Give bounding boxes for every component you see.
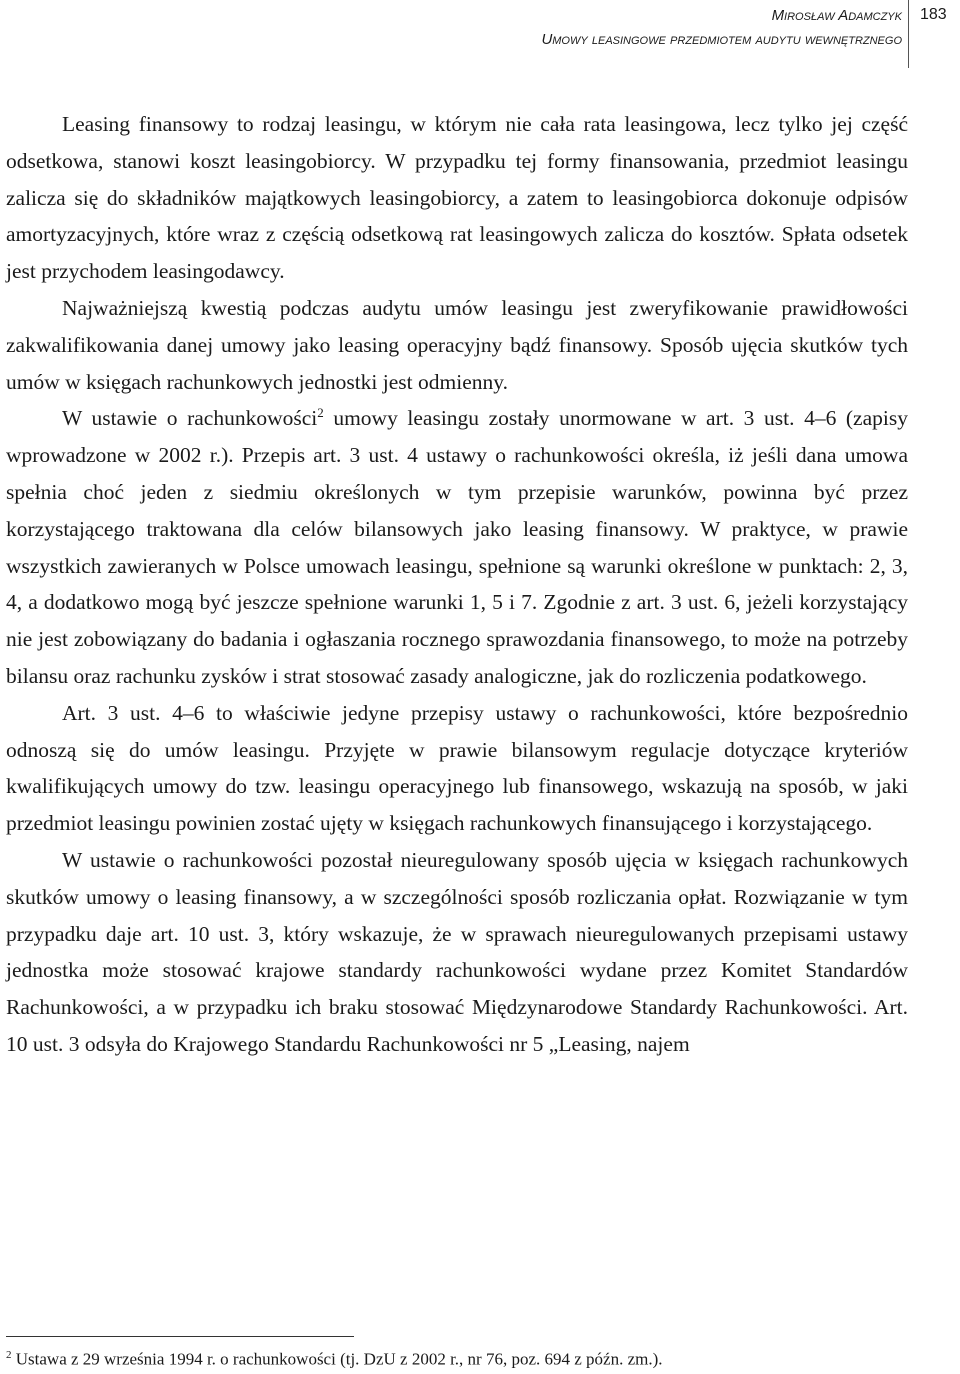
paragraph: Art. 3 ust. 4–6 to właściwie jedyne przepisy ustawy o rachunkowości, które bezpośrednio odnoszą się do umów leasingu. Przyjęte w prawie bilansowym regulacje dotyczące kryteriów kwalifikujących umowy do tzw. leasingu operacyjnego lub finansowego, wskazują na sposób, w jaki przedmiot leasingu powinien zostać ujęty w księgach rachunkowych finansującego i korzystającego. bbox=[6, 700, 908, 836]
footnote-number: 2 bbox=[6, 1349, 12, 1361]
paragraph: Najważniejszą kwestią podczas audytu umów leasingu jest zweryfikowanie prawidłowości zakwalifikowania danej umowy jako leasing operacyjny bądź finansowy. Sposób ujęcia skutków tych umów w księgach rachunkowych jednostki jest odmienny. bbox=[6, 295, 908, 394]
footnote-divider bbox=[6, 1336, 354, 1337]
paragraph-text: umowy leasingu zostały unormowane w art. 3 ust. 4–6 (zapisy wprowadzone w 2002 r.). Przepis art. 3 ust. 4 ustawy o rachunkowości określa, iż jeśli dana umowa spełnia choć jeden z siedmiu określonych w tym przepisie warunków, powinna być przez korzystającego traktowana dla celów bilansowych jako leasing finansowy. W praktyce, w prawie wszystkich zawieranych w Polsce umowach leasingu, spełnione są warunki określone w punktach: 2, 3, 4, a dodatkowo mogą być jeszcze spełnione warunki 1, 5 i 7. Zgodnie z art. 3 ust. 6, jeżeli korzystający nie jest zobowiązany do badania i ogłaszania rocznego sprawozdania finansowego, to może na potrzeby bilansu oraz rachunku zysków i strat stosować zasady analogiczne, jak do rozliczenia podatkowego. bbox=[6, 406, 908, 688]
footnote bbox=[6, 1344, 908, 1371]
paragraph bbox=[6, 400, 908, 694]
footnote-reference[interactable]: 2 bbox=[317, 405, 324, 421]
page-number: 183 bbox=[920, 6, 947, 23]
paragraph-text: W ustawie o rachunkowości bbox=[62, 406, 318, 431]
paragraph: Leasing finansowy to rodzaj leasingu, w którym nie cała rata leasingowa, lecz tylko jej część odsetkowa, stanowi koszt leasingobiorcy. W przypadku tej formy finansowania, przedmiot leasingu zalicza się do składników majątkowych leasingobiorcy, a zatem to leasingobiorca dokonuje odpisów amortyzacyjnych, które wraz z częścią odsetkową rat leasingowych zalicza do kosztów. Spłata odsetek jest przychodem leasingodawcy. bbox=[6, 112, 908, 284]
paragraph: W ustawie o rachunkowości pozostał nieuregulowany sposób ujęcia w księgach rachunkowych skutków umowy o leasing finansowy, a w szczególności sposób rozliczania opłat. Rozwiązanie w tym przypadku daje art. 10 ust. 3, który wskazuje, że w sprawach nieuregulowanych przepisami ustawy jednostka może stosować krajowe standardy rachunkowości wydane przez Komitet Standardów Rachunkowości, a w przypadku ich braku stosować Międzynarodowe Standardy Rachunkowości. Art. 10 ust. 3 odsyła do Krajowego Standardu Rachunkowości nr 5 „Leasing, najem bbox=[6, 847, 908, 1056]
running-head-author: Mirosław Adamczyk bbox=[771, 7, 902, 24]
page-header bbox=[0, 0, 960, 70]
running-head bbox=[541, 4, 902, 52]
body-text bbox=[6, 106, 908, 1063]
header-divider bbox=[908, 0, 909, 68]
running-head-title: Umowy leasingowe przedmiotem audytu wewnętrznego bbox=[541, 31, 902, 48]
footnote-text: Ustawa z 29 września 1994 r. o rachunkowości (tj. DzU z 2002 r., nr 76, poz. 694 z późn. zm.). bbox=[11, 1349, 663, 1369]
